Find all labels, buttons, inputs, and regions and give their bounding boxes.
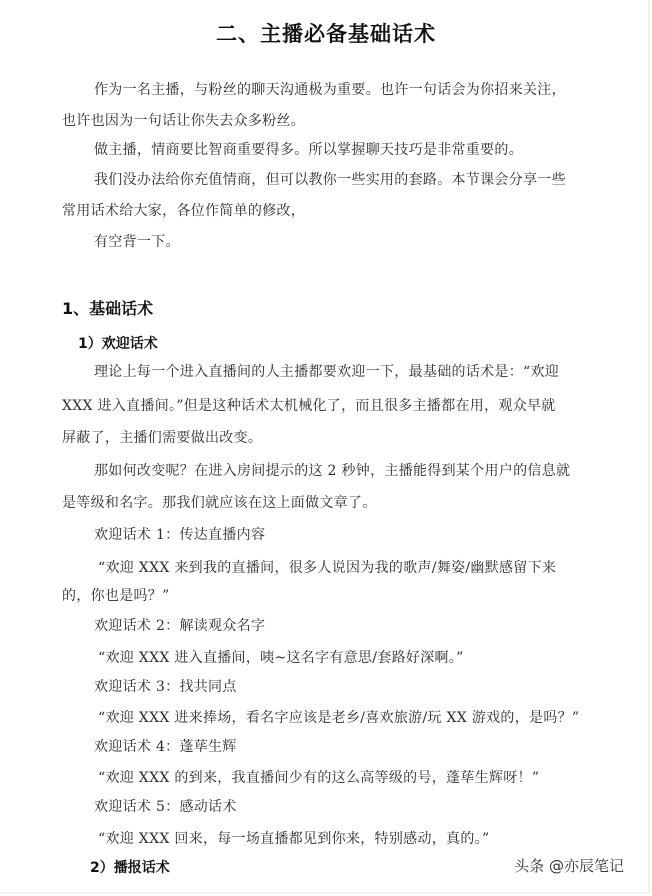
intro-line-1: 作为一名主播，与粉丝的聊天沟通极为重要。也许一句话会为你招来关注， (94, 82, 566, 98)
section-heading-basic-scripts: 1、基础话术 (62, 299, 154, 318)
page-title: 二、主播必备基础话术 (216, 22, 436, 46)
intro-line-6: 有空背一下。 (94, 234, 180, 250)
welcome-script-3-line-1: “欢迎 XXX 进来捧场，看名字应该是老乡/喜欢旅游/玩 XX 游戏的，是吗？” (98, 710, 580, 726)
welcome-script-1-line-2: 的，你也是吗？” (62, 588, 170, 604)
subsection-heading-welcome: 1）欢迎话术 (78, 336, 158, 352)
subsection-heading-broadcast: 2）播报话术 (90, 860, 170, 876)
welcome-paragraph-line-1: 理论上每一个进入直播间的人主播都要欢迎一下，最基础的话术是：“欢迎 (94, 364, 560, 380)
watermark: 头条 @亦辰笔记 (514, 857, 624, 875)
welcome-script-1-line-1: “欢迎 XXX 来到我的直播间，很多人说因为我的歌声/舞姿/幽默感留下来 (98, 560, 557, 576)
intro-line-4: 我们没办法给你充值情商，但可以教你一些实用的套路。本节课会分享一些 (94, 172, 566, 188)
welcome-script-2-label: 欢迎话术 2：解读观众名字 (94, 618, 266, 634)
welcome-script-4-label: 欢迎话术 4：蓬荜生辉 (94, 739, 237, 755)
welcome-paragraph-line-2: XXX 进入直播间。”但是这种话术太机械化了，而且很多主播都在用，观众早就 (62, 398, 556, 414)
intro-line-3: 做主播，情商要比智商重要得多。所以掌握聊天技巧是非常重要的。 (94, 142, 523, 158)
welcome-paragraph-line-3: 屏蔽了，主播们需要做出改变。 (62, 430, 263, 446)
intro-line-5: 常用话术给大家，各位作简单的修改， (62, 203, 306, 219)
welcome-script-2-line-1: “欢迎 XXX 进入直播间，咦~这名字有意思/套路好深啊。” (98, 650, 464, 666)
welcome-script-5-line-1: “欢迎 XXX 回来，每一场直播都见到你来，特别感动，真的。” (98, 831, 490, 847)
intro-line-2: 也许也因为一句话让你失去众多粉丝。 (62, 113, 306, 129)
welcome-script-3-label: 欢迎话术 3：找共同点 (94, 679, 237, 695)
welcome-script-5-label: 欢迎话术 5：感动话术 (94, 799, 237, 815)
welcome-script-4-line-1: “欢迎 XXX 的到来，我直播间少有的这么高等级的号，蓬荜生辉呀！” (98, 770, 540, 786)
welcome-script-1-label: 欢迎话术 1：传达直播内容 (94, 527, 266, 543)
welcome-paragraph-line-4: 那如何改变呢？在进入房间提示的这 2 秒钟，主播能得到某个用户的信息就 (94, 463, 571, 479)
welcome-paragraph-line-5: 是等级和名字。那我们就应该在这上面做文章了。 (62, 495, 377, 511)
